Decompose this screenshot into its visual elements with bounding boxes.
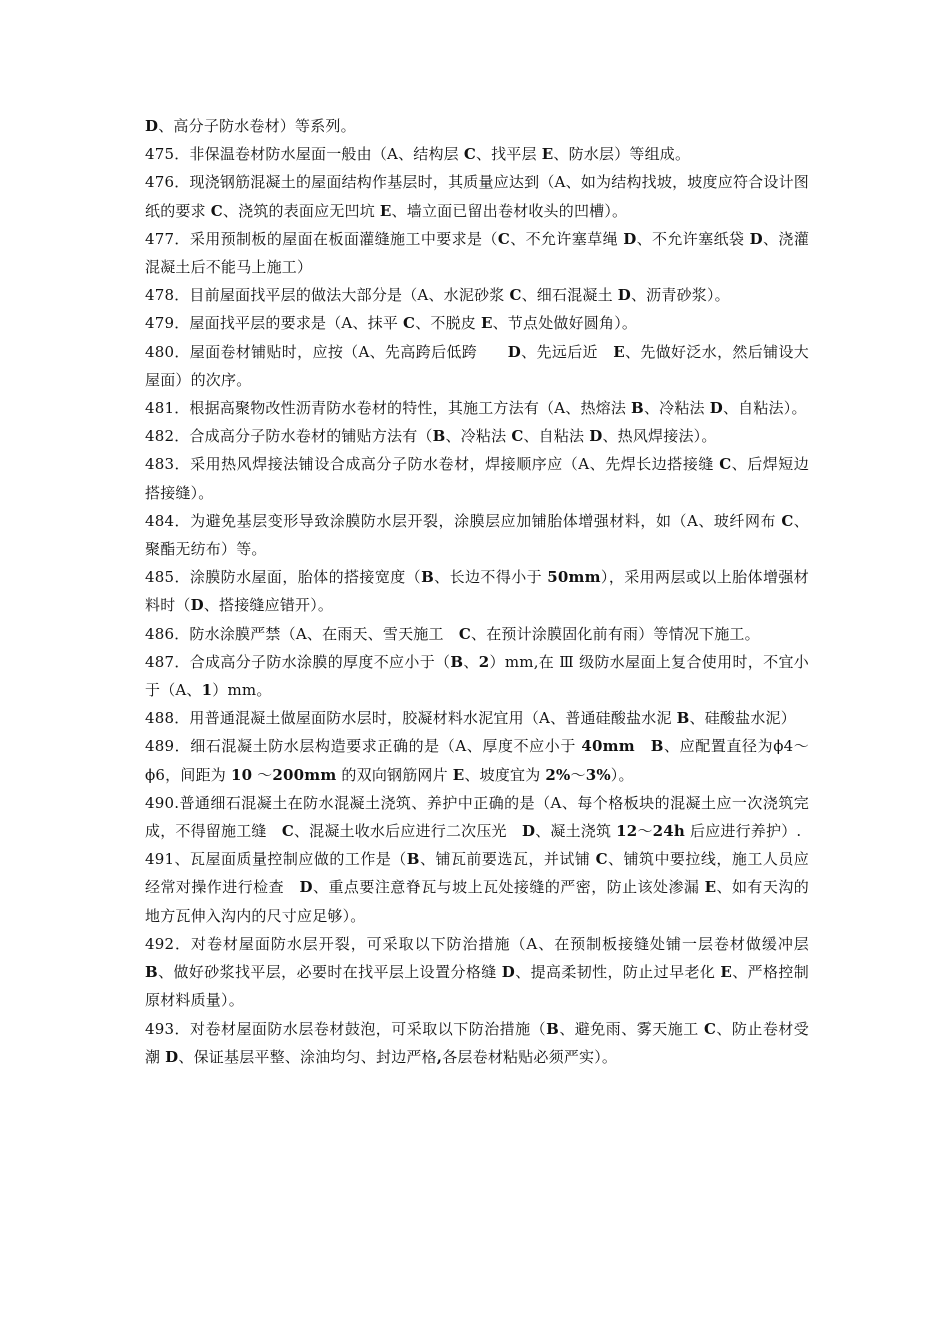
paragraph: 482．合成高分子防水卷材的铺贴方法有（B、冷粘法 C、自粘法 D、热风焊接法）。: [145, 427, 717, 446]
paragraph: 489．细石混凝土防水层构造要求正确的是（A、厚度不应小于 40mm B、应配置直径为ϕ4～ϕ6，间距为 10 ～200mm 的双向钢筋网片 E、坡度宜为 2%～3%）。: [145, 737, 809, 784]
paragraph: 492．对卷材屋面防水层开裂，可采取以下防治措施（A、在预制板接缝处铺一层卷材做缓冲层 B、做好砂浆找平层，必要时在找平层上设置分格缝 D、提高柔韧性，防止过早老化 E、严格控制原材料质量）。: [145, 934, 809, 1010]
paragraph: 490.普通细石混凝土在防水混凝土浇筑、养护中正确的是（A、每个格板块的混凝土应一次浇筑完成，不得留施工缝 C、混凝土收水后应进行二次压光 D、凝土浇筑 12～24h 后应进行养护）.: [145, 793, 809, 841]
document-body: [145, 112, 809, 1071]
paragraph: 485．涂膜防水屋面，胎体的搭接宽度（B、长边不得小于 50mm），采用两层或以上胎体增强材料时（D、搭接缝应错开）。: [145, 568, 809, 615]
paragraph: 481．根据高聚物改性沥青防水卷材的特性，其施工方法有（A、热熔法 B、冷粘法 D、自粘法）。: [145, 399, 807, 418]
paragraph: 479．屋面找平层的要求是（A、抹平 C、不脱皮 E、节点处做好圆角）。: [145, 314, 638, 333]
paragraph: 478．目前屋面找平层的做法大部分是（A、水泥砂浆 C、细石混凝土 D、沥青砂浆）。: [145, 286, 730, 305]
paragraph: 475．非保温卷材防水屋面一般由（A、结构层 C、找平层 E、防水层）等组成。: [145, 145, 691, 164]
paragraph: 488．用普通混凝土做屋面防水层时，胶凝材料水泥宜用（A、普通硅酸盐水泥 B、硅酸盐水泥）: [145, 709, 796, 728]
paragraph: 477．采用预制板的屋面在板面灌缝施工中要求是（C、不允许塞草绳 D、不允许塞纸袋 D、浇灌混凝土后不能马上施工）: [145, 229, 810, 277]
paragraph: 480．屋面卷材铺贴时，应按（A、先高跨后低跨 D、先远后近 E、先做好泛水，然后铺设大屋面）的次序。: [145, 342, 810, 389]
paragraph: 493．对卷材屋面防水层卷材鼓泡，可采取以下防治措施（B、避免雨、雾天施工 C、防止卷材受潮 D、保证基层平整、涂油均匀、封边严格,各层卷材粘贴必须严实）。: [145, 1019, 809, 1066]
paragraph: 483．采用热风焊接法铺设合成高分子防水卷材，焊接顺序应（A、先焊长边搭接缝 C、后焊短边搭接缝）。: [145, 455, 809, 502]
paragraph: 486．防水涂膜严禁（A、在雨天、雪天施工 C、在预计涂膜固化前有雨）等情况下施工。: [145, 624, 760, 643]
paragraph: 491、瓦屋面质量控制应做的工作是（B、铺瓦前要选瓦，并试铺 C、铺筑中要拉线，施工人员应经常对操作进行检查 D、重点要注意脊瓦与坡上瓦处接缝的严密，防止该处渗漏 E、如有天沟的地方瓦伸入沟内的尺寸应足够）。: [145, 850, 810, 925]
paragraph: D、高分子防水卷材）等系列。: [145, 117, 356, 135]
paragraph: 476．现浇钢筋混凝土的屋面结构作基层时，其质量应达到（A、如为结构找坡，坡度应符合设计图纸的要求 C、浇筑的表面应无凹坑 E、墙立面已留出卷材收头的凹槽）。: [145, 173, 809, 220]
paragraph: 484．为避免基层变形导致涂膜防水层开裂，涂膜层应加铺胎体增强材料，如（A、玻纤网布 C、聚酯无纺布）等。: [145, 511, 809, 559]
paragraph: 487．合成高分子防水涂膜的厚度不应小于（B、2）mm,在 Ⅲ 级防水屋面上复合使用时，不宜小于（A、1）mm。: [145, 652, 809, 700]
